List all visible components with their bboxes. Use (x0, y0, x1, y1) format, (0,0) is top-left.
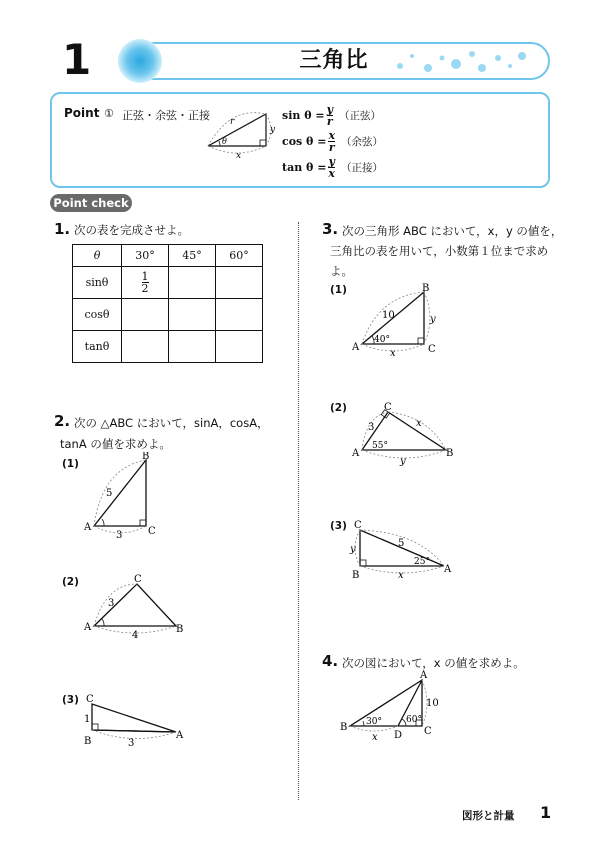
table-row-cos: cosθ (73, 299, 122, 331)
q3-number: 3. (322, 220, 339, 238)
chapter-number: 1 (62, 35, 92, 84)
svg-text:A: A (444, 564, 452, 575)
svg-text:A: A (352, 342, 360, 353)
footer-section-title: 図形と計量 (462, 810, 515, 822)
svg-text:B: B (176, 624, 184, 635)
q3-part3-label: (3) (330, 520, 347, 532)
svg-text:10: 10 (426, 698, 439, 709)
svg-text:C: C (384, 402, 392, 413)
point-item-title: 正弦・余弦・正接 (122, 109, 210, 122)
formula-cos: cos θ = $\frac{x}{r}$ （余弦） (282, 129, 384, 154)
svg-text:C: C (428, 344, 436, 355)
table-cell-tan60[interactable] (216, 331, 263, 363)
svg-text:B: B (340, 722, 348, 733)
q2-part1-label: (1) (62, 458, 79, 470)
svg-text:x: x (398, 570, 404, 581)
q1-number: 1. (54, 220, 71, 238)
svg-text:y: y (400, 456, 406, 467)
svg-text:A: A (352, 448, 360, 459)
table-row-sin: sinθ (73, 267, 122, 299)
point-tri-r: r (230, 117, 235, 127)
formula-sin: sin θ = $\frac{y}{r}$ （正弦） (282, 103, 381, 128)
svg-text:3: 3 (128, 738, 135, 749)
q3-text-2: 三角比の表を用いて，小数第１位まで求め (330, 244, 549, 258)
q2-part2-diagram (80, 570, 190, 640)
q1-text: 次の表を完成させよ。 (74, 223, 189, 237)
svg-text:B: B (352, 570, 360, 581)
svg-text:25°: 25° (414, 557, 430, 567)
svg-text:B: B (446, 448, 454, 459)
svg-text:C: C (354, 520, 362, 531)
point-triangle-diagram (200, 104, 280, 160)
svg-text:A: A (84, 622, 92, 633)
formula-tan: tan θ = $\frac{y}{x}$ （正接） (282, 155, 383, 180)
point-tri-x: x (236, 151, 242, 160)
svg-text:x: x (390, 348, 396, 359)
q3-part2-label: (2) (330, 402, 347, 414)
table-row-tan: tanθ (73, 331, 122, 363)
q4-diagram (336, 670, 446, 746)
q2-part1-diagram (80, 452, 170, 542)
page-title: 三角比 (299, 48, 369, 73)
table-cell-tan30[interactable] (122, 331, 169, 363)
q2-part3-label: (3) (62, 694, 79, 706)
q4-text: 次の図において，x の値を求めよ。 (342, 656, 525, 670)
svg-text:A: A (84, 522, 92, 533)
svg-text:D: D (394, 730, 403, 741)
svg-text:C: C (148, 526, 156, 537)
q2-part2-label: (2) (62, 576, 79, 588)
table-cell-cos60[interactable] (216, 299, 263, 331)
q3-part2-diagram (348, 400, 458, 470)
svg-text:C: C (134, 574, 142, 585)
q3-text-3: よ。 (330, 264, 353, 278)
svg-text:y: y (430, 314, 436, 325)
table-cell-cos30[interactable] (122, 299, 169, 331)
footer-page-number: 1 (540, 803, 552, 822)
svg-text:10: 10 (382, 310, 395, 321)
q3-part1-diagram (348, 282, 448, 362)
point-check-badge: Point check (50, 194, 132, 212)
table-cell-tan45[interactable] (169, 331, 216, 363)
q3-text-1: 次の三角形 ABC において，x，y の値を， (342, 224, 563, 238)
svg-text:C: C (424, 726, 432, 737)
q2-text-2: tanA の値を求めよ。 (60, 437, 171, 451)
svg-text:B: B (422, 283, 430, 294)
point-item-number: ① (104, 107, 114, 120)
svg-text:A: A (176, 730, 184, 741)
svg-text:C: C (86, 694, 94, 705)
svg-text:B: B (84, 736, 92, 747)
q3-part3-diagram (348, 518, 458, 582)
svg-text:3: 3 (368, 422, 375, 433)
point-label: Point (64, 106, 100, 120)
svg-text:4: 4 (132, 630, 139, 640)
svg-text:5: 5 (398, 538, 405, 549)
svg-text:30°: 30° (366, 717, 382, 727)
q2-number: 2. (54, 412, 71, 430)
table-header-30: 30° (122, 245, 169, 267)
svg-text:3: 3 (108, 598, 115, 609)
column-divider (298, 222, 299, 800)
table-cell-sin60[interactable] (216, 267, 263, 299)
svg-text:x: x (372, 732, 378, 743)
q2-text-1: 次の △ABC において，sinA，cosA， (74, 416, 269, 430)
table-header-theta: θ (73, 245, 122, 267)
table-cell-sin30: $\frac{1}{2}$ (122, 267, 169, 299)
svg-text:B: B (142, 452, 150, 462)
table-cell-sin45[interactable] (169, 267, 216, 299)
svg-text:A: A (420, 670, 428, 681)
q2-part3-diagram (80, 692, 190, 752)
svg-text:5: 5 (106, 488, 113, 499)
table-header-45: 45° (169, 245, 216, 267)
point-tri-theta: θ (222, 137, 227, 146)
table-cell-cos45[interactable] (169, 299, 216, 331)
svg-text:60°: 60° (406, 715, 422, 725)
q3-part1-label: (1) (330, 284, 347, 296)
table-header-60: 60° (216, 245, 263, 267)
svg-text:55°: 55° (372, 441, 388, 451)
svg-text:y: y (350, 544, 356, 555)
svg-text:x: x (416, 418, 422, 429)
q4-number: 4. (322, 652, 339, 670)
svg-text:1: 1 (84, 714, 91, 725)
trig-table (72, 244, 263, 363)
svg-text:40°: 40° (374, 335, 390, 345)
point-tri-y: y (270, 125, 276, 135)
svg-text:3: 3 (116, 530, 123, 541)
